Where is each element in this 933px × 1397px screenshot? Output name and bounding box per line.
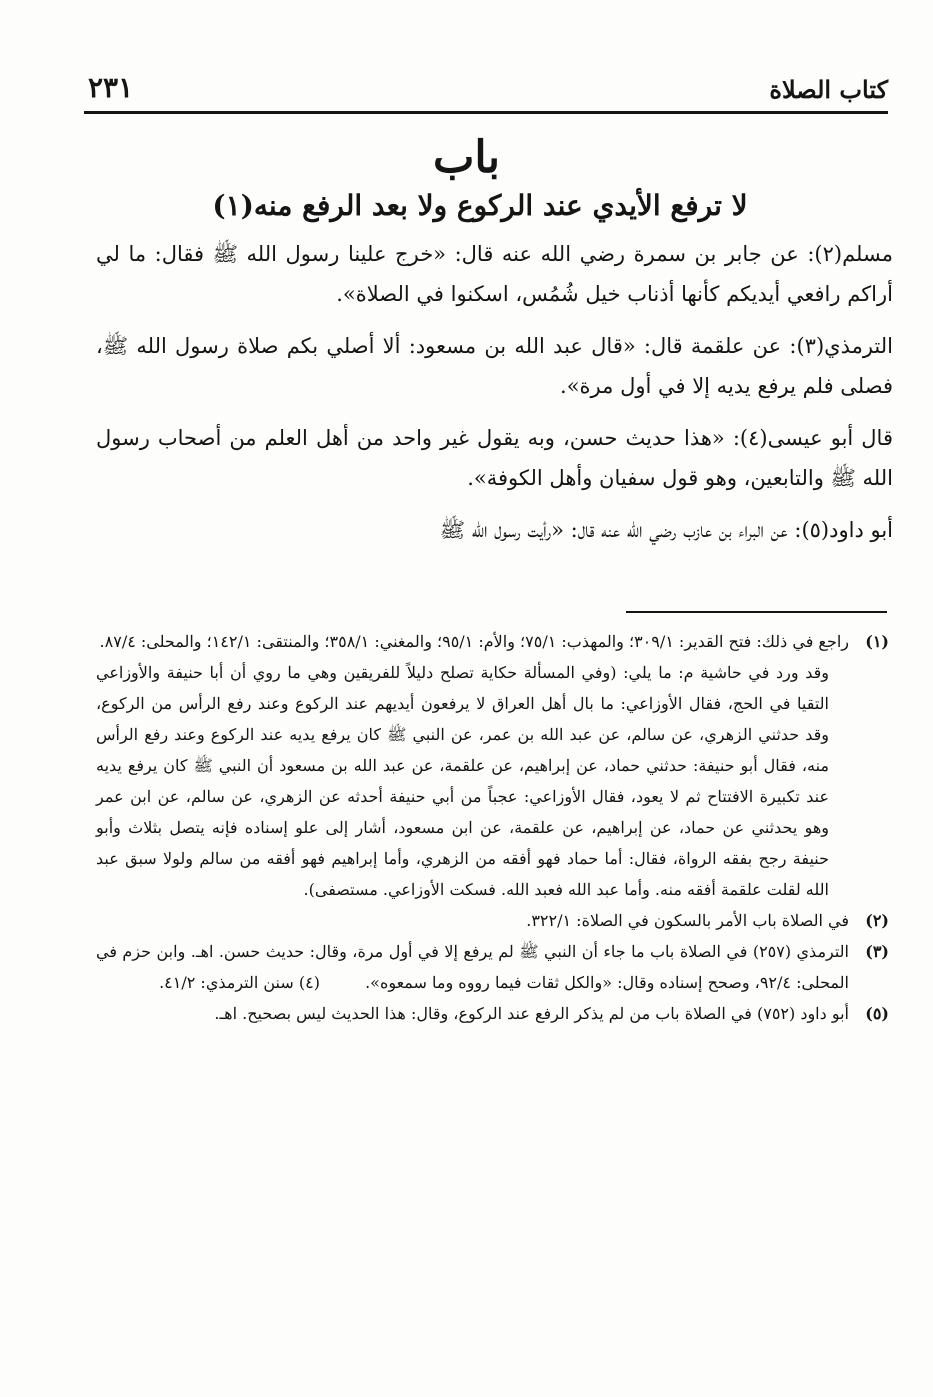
paragraph-tirmidhi: الترمذي(٣): عن علقمة قال: «قال عبد الله بن مسعود: ألا أصلي بكم صلاة رسول الله ﷺ، فصلى فلم يرفع يديه إلا في أول مرة». [96, 334, 893, 398]
footnote-2 [96, 905, 889, 936]
header-rule [84, 111, 888, 114]
paragraph-abu-isa: قال أبو عيسى(٤): «هذا حديث حسن، وبه يقول غير واحد من أهل العلم من أصحاب رسول الله ﷺ والتابعين، وهو قول سفيان وأهل الكوفة». [96, 426, 893, 490]
footnote-number: (٢) [865, 911, 889, 930]
running-header [88, 64, 888, 104]
footnote-text: الترمذي (٢٥٧) في الصلاة باب ما جاء أن النبي ﷺ لم يرفع إلا في أول مرة، وقال: حديث حسن. اهـ. وابن حزم في المحلى: ٩٢/٤، وصحح إسناده وقال: «والكل ثقات فيما رووه وما سمعوه». [96, 942, 849, 992]
footnote-5 [96, 998, 889, 1029]
book-title: كتاب الصلاة [769, 75, 888, 104]
footnote-3-body [96, 936, 849, 998]
footnote-text: أبو داود (٧٥٢) في الصلاة باب من لم يذكر الرفع عند الركوع، وقال: هذا الحديث ليس بصحيح. اهـ. [214, 1004, 849, 1023]
chapter-title: لا ترفع الأيدي عند الركوع ولا بعد الرفع منه(١) [212, 189, 748, 222]
paragraph-muslim: مسلم(٢): عن جابر بن سمرة رضي الله عنه قال: «خرج علينا رسول الله ﷺ فقال: ما لي أراكم رافعي أيديكم كأنها أذناب خيل شُمُس، اسكنوا في الصلاة». [96, 242, 893, 306]
footnote-text: في الصلاة باب الأمر بالسكون في الصلاة: ٣٢٢/١. [526, 911, 849, 930]
page-number: ٢٣١ [88, 71, 134, 104]
paragraph-abu-dawud: أبو داود(٥): عن البراء بن عازب رضي الله عنه قال: «رأيت رسول الله ﷺ [439, 518, 893, 542]
footnote-separator [626, 611, 887, 613]
footnote-text: راجع في ذلك: فتح القدير: ٣٠٩/١؛ والمهذب: ٧٥/١؛ والأم: ٩٥/١؛ والمغني: ٣٥٨/١؛ والمنتقى: ١٤٢/١؛ والمحلى: ٨٧/٤. [99, 632, 849, 651]
footnotes [96, 626, 889, 1029]
chapter-heading: باب [432, 132, 501, 183]
footnote-1 [96, 626, 889, 657]
footnote-4-inline: (٤) سنن الترمذي: ٤١/٢. [159, 973, 320, 992]
footnote-number: (٣) [865, 942, 889, 961]
footnote-number: (١) [865, 632, 889, 651]
footnote-number: (٥) [865, 1004, 889, 1023]
footnote-1-commentary: وقد ورد في حاشية م: ما يلي: (وفي المسألة حكاية تصلح دليلاً للفريقين وهي ما روي أن أبا حنيفة والأوزاعي التقيا في الحج، فقال الأوزاعي: ما بال أهل العراق لا يرفعون أيديهم عند الركوع وعند رفع الرأس من الركوع، وقد حدثني الزهري، عن سالم، عن عبد الله بن عمر، عن النبي ﷺ كان يرفع يديه عند الركوع وعند رفع الرأس منه، فقال أبو حنيفة: حدثني حماد، عن إبراهيم، عن علقمة، عن عبد الله بن مسعود أن النبي ﷺ كان يرفع يديه عند تكبيرة الافتتاح ثم لا يعود، فقال الأوزاعي: عجباً من أبي حنيفة أحدثه عن الزهري، عن سالم، عن ابن عمر وهو يحدثني عن حماد، عن إبراهيم، عن علقمة، عن ابن مسعود، أشار إلى علو إسناده فإنه يتصل بثلاث وأبو حنيفة رجح بفقه الرواة، فقال: أما حماد فهو أفقه من الزهري، وأما إبراهيم فهو أفقه من سالم ولولا سبق عبد الله لقلت علقمة أفقه منه. وأما عبد الله فعبد الله. فسكت الأوزاعي. مستصفى). [96, 663, 830, 899]
footnote-3 [96, 936, 889, 998]
main-text [96, 234, 893, 562]
